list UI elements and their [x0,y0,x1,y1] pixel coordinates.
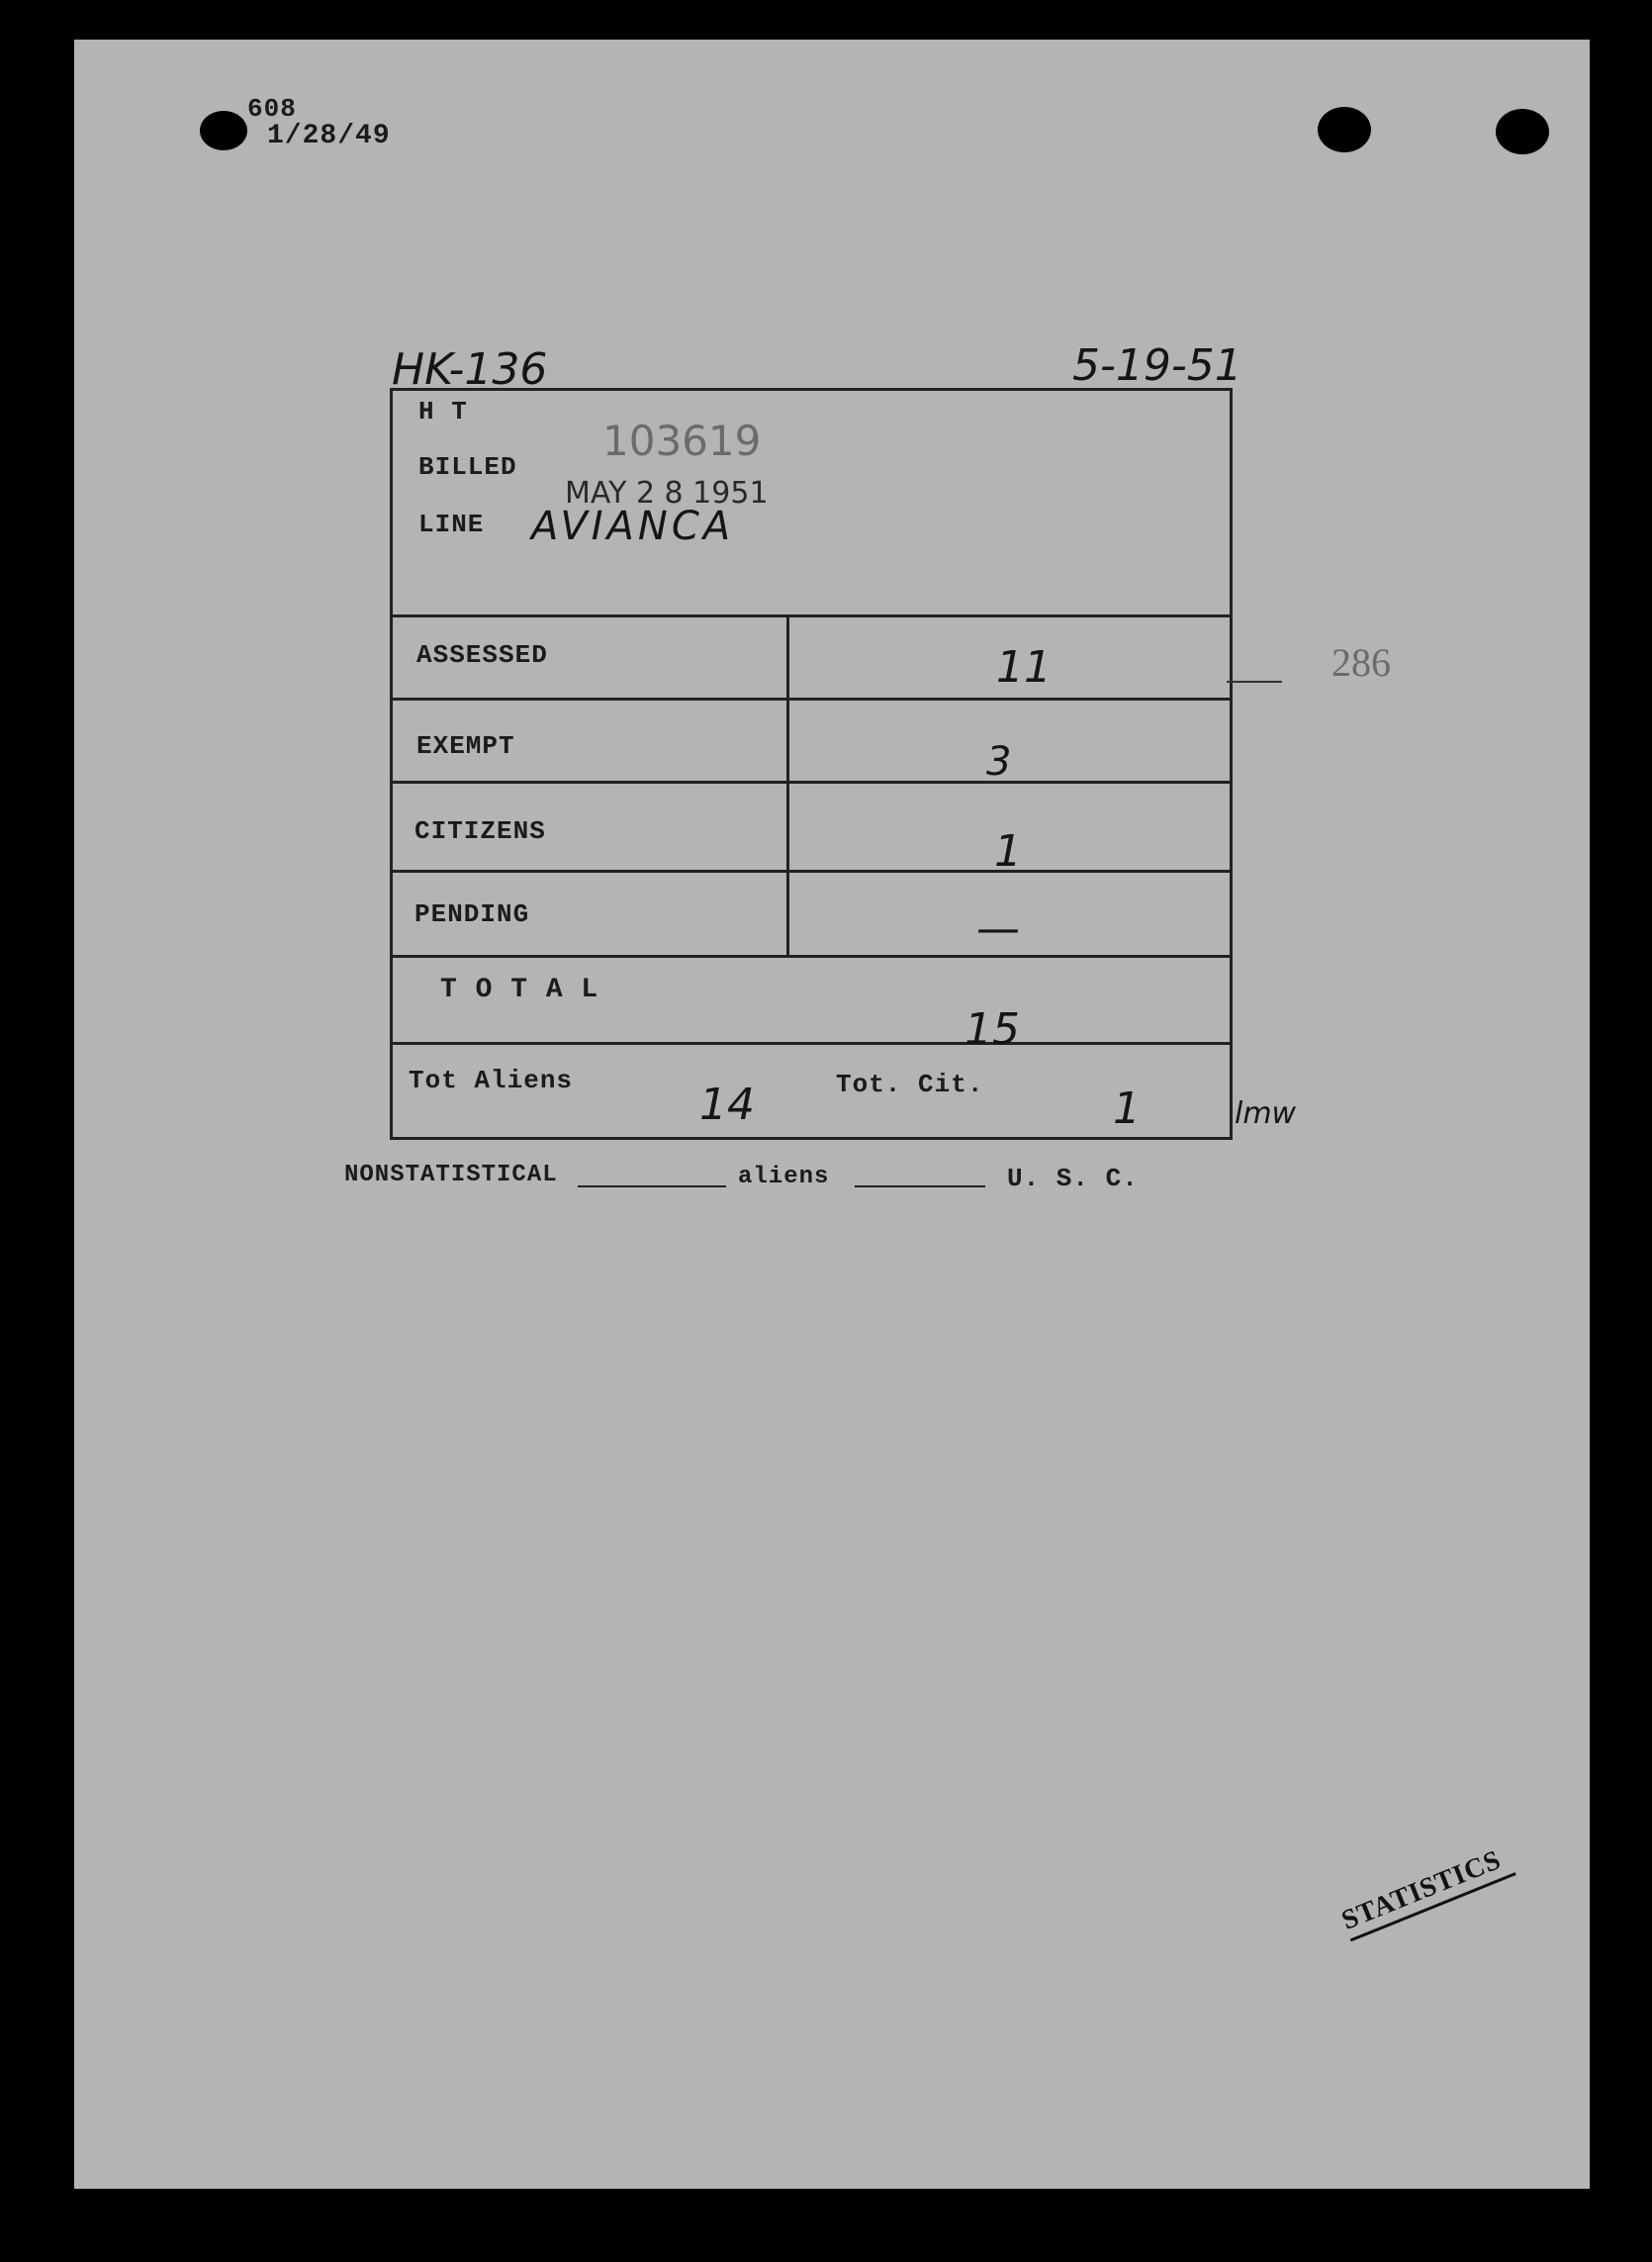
row-divider [393,698,1230,701]
ink-blot [200,111,247,150]
tot-cit-value: 1 [1113,1084,1141,1134]
manifest-form [390,388,1233,1140]
row-divider [393,781,1230,784]
total-value: 15 [964,1004,1020,1055]
side-dash [1227,681,1282,683]
citizens-value: 1 [994,826,1022,877]
row-divider [393,614,1230,617]
row-divider [393,1042,1230,1045]
flight-number: HK-136 [392,344,548,395]
line-value: AVIANCA [531,504,735,549]
row-divider [393,955,1230,958]
row-divider [393,870,1230,873]
ht-label: H T [418,397,468,426]
tot-cit-label: Tot. Cit. [836,1070,984,1099]
billed-date-stamp: MAY 2 8 1951 [565,476,769,511]
statistics-stamp: STATISTICS [1337,1841,1516,1942]
pending-label: PENDING [414,899,530,929]
file-number: 608 [247,94,297,124]
billed-number-stamp: 103619 [602,417,762,465]
punch-hole-right [1496,109,1549,154]
total-label: T O T A L [440,975,599,1005]
assessed-label: ASSESSED [416,640,548,670]
assessed-value: 11 [996,642,1052,693]
aliens-label: aliens [738,1164,830,1190]
tot-aliens-label: Tot Aliens [409,1066,574,1095]
nonstatistical-label: NONSTATISTICAL [344,1162,558,1188]
punch-hole-left [1318,107,1371,152]
pending-value: — [976,903,1020,954]
flight-date: 5-19-51 [1072,340,1242,391]
citizens-label: CITIZENS [414,816,546,846]
exempt-value: 3 [986,739,1012,785]
exempt-label: EXEMPT [416,731,515,761]
usc-label: U. S. C. [1007,1164,1139,1193]
tot-aliens-value: 14 [699,1080,755,1130]
file-date: 1/28/49 [267,121,391,151]
nonstat-aliens-blank [578,1185,726,1187]
nonstat-usc-blank [855,1185,985,1187]
side-number: 286 [1331,640,1391,685]
column-divider [786,614,789,955]
initials: lmw [1235,1096,1297,1131]
billed-label: BILLED [418,452,517,482]
line-label: LINE [418,510,485,539]
